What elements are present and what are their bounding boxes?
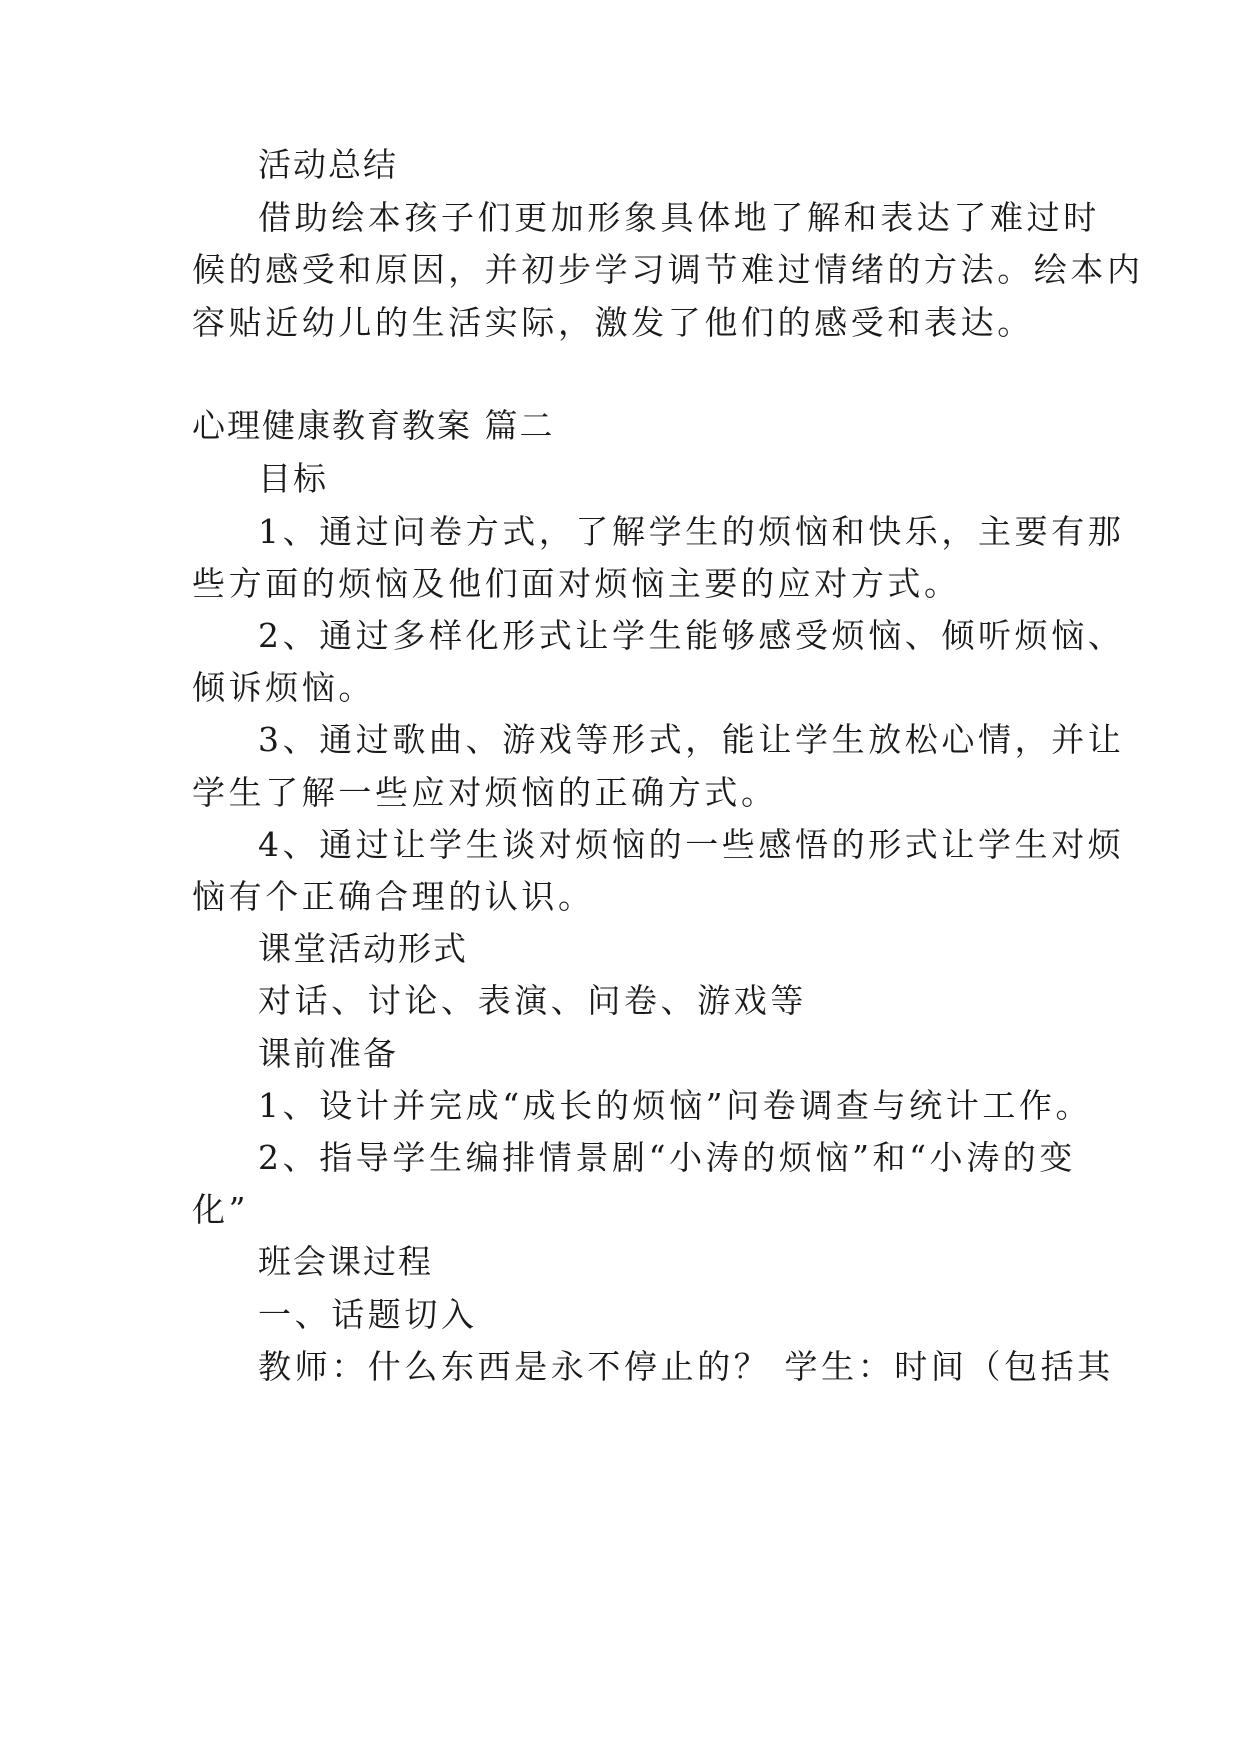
- summary-line-2: 候的感受和原因，并初步学习调节难过情绪的方法。绘本内: [192, 250, 1144, 289]
- prep-item-1: 1、设计并完成“成长的烦恼”问卷调查与统计工作。: [258, 1086, 1093, 1125]
- prep-item-2-line-1: 2、指导学生编排情景剧“小涛的烦恼”和“小涛的变: [258, 1138, 1077, 1177]
- summary-line-3: 容贴近幼儿的生活实际，激发了他们的感受和表达。: [192, 303, 1034, 342]
- goal-3-line-1: 3、通过歌曲、游戏等形式，能让学生放松心情，并让: [258, 720, 1125, 759]
- section-heading-summary: 活动总结: [258, 145, 398, 184]
- dialogue-line: 教师：什么东西是永不停止的？ 学生：时间（包括其: [258, 1347, 1114, 1386]
- goal-2-line-1: 2、通过多样化形式让学生能够感受烦恼、倾听烦恼、: [258, 616, 1125, 655]
- goals-heading: 目标: [258, 459, 328, 498]
- step-1-heading: 一、话题切入: [258, 1295, 478, 1334]
- prep-item-2-line-2: 化”: [192, 1190, 250, 1229]
- activity-form-heading: 课堂活动形式: [258, 929, 468, 968]
- summary-line-1: 借助绘本孩子们更加形象具体地了解和表达了难过时: [258, 198, 1100, 237]
- goal-4-line-1: 4、通过让学生谈对烦恼的一些感悟的形式让学生对烦: [258, 825, 1125, 864]
- section-title-part-two: 心理健康教育教案 篇二: [192, 406, 555, 445]
- activity-form-text: 对话、讨论、表演、问卷、游戏等: [258, 981, 807, 1020]
- process-heading: 班会课过程: [258, 1242, 433, 1281]
- goal-3-line-2: 学生了解一些应对烦恼的正确方式。: [192, 773, 778, 812]
- goal-4-line-2: 恼有个正确合理的认识。: [192, 877, 595, 916]
- goal-1-line-2: 些方面的烦恼及他们面对烦恼主要的应对方式。: [192, 564, 961, 603]
- goal-2-line-2: 倾诉烦恼。: [192, 668, 375, 707]
- goal-1-line-1: 1、通过问卷方式，了解学生的烦恼和快乐，主要有那: [258, 512, 1125, 551]
- preparation-heading: 课前准备: [258, 1034, 398, 1073]
